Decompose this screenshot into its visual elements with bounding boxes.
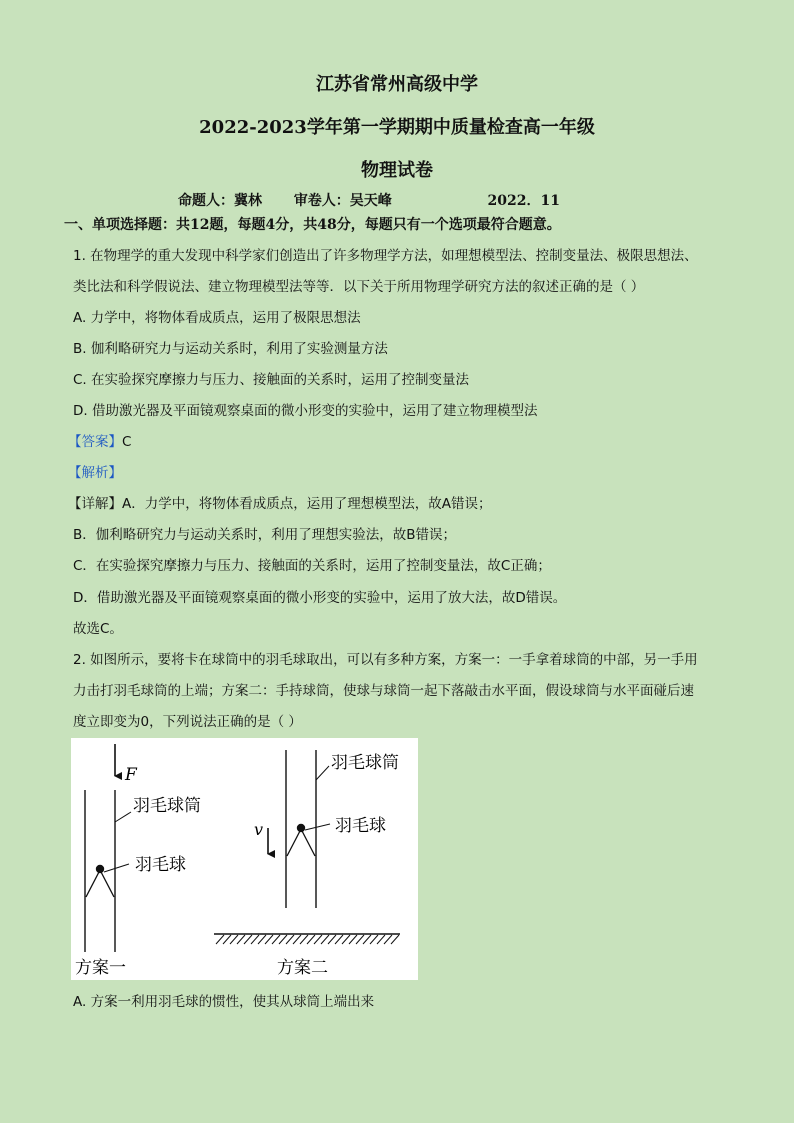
analysis-label: 【解析】 — [68, 465, 122, 481]
ground-hatching — [216, 935, 399, 944]
q1-detail-b: B．伽利略研究力与运动关系时，利用了理想实验法，故B错误； — [73, 527, 457, 543]
q1-answer — [68, 430, 131, 450]
q1-stem-line2: 类比法和科学假说法、建立物理模型法等等．以下关于所用物理学研究方法的叙述正确的是（ ） — [73, 279, 645, 295]
q1-option-d: D. 借助激光器及平面镜观察桌面的微小形变的实验中，运用了建立物理模型法 — [73, 403, 538, 419]
velocity-label: v — [254, 820, 264, 839]
tube1-label: 羽毛球筒 — [133, 796, 201, 816]
subject-title: 物理试卷 — [361, 160, 433, 181]
caption-2: 方案二 — [277, 958, 328, 978]
tube2-label: 羽毛球筒 — [331, 753, 399, 773]
section-heading: 一、单项选择题：共12题，每题4分，共48分，每题只有一个选项最符合题意。 — [64, 217, 561, 233]
q1-option-c: C. 在实验探究摩擦力与压力、接触面的关系时，运用了控制变量法 — [73, 372, 470, 388]
q2-figure — [71, 738, 418, 980]
q1-detail-c: C．在实验探究摩擦力与压力、接触面的关系时，运用了控制变量法，故C正确； — [73, 558, 551, 574]
q1-detail-d: D．借助激光器及平面镜观察桌面的微小形变的实验中，运用了放大法，故D错误。 — [73, 590, 567, 606]
detail-a-text: A．力学中，将物体看成质点，运用了理想模型法，故A错误； — [122, 496, 492, 512]
shuttlecock2-ball — [297, 824, 305, 832]
proposer: 命题人：冀林 — [178, 193, 262, 209]
answer-label: 【答案】 — [68, 434, 122, 450]
q2-option-a: A. 方案一利用羽毛球的惯性，使其从球筒上端出来 — [73, 994, 375, 1010]
shuttlecock1-ball — [96, 865, 104, 873]
shuttlecock2-skirt — [287, 829, 315, 856]
ball2-label: 羽毛球 — [335, 816, 386, 836]
tube1-leader — [115, 812, 131, 822]
detail-label: 【详解】 — [68, 496, 122, 512]
q2-stem-line2: 力击打羽毛球筒的上端；方案二：手持球筒，使球与球筒一起下落敲击水平面，假设球筒与水平面碰后速 — [73, 683, 694, 699]
force-label: F — [125, 765, 137, 785]
exam-title: 2022-2023学年第一学期期中质量检查高一年级 — [199, 117, 595, 138]
q1-detail-a — [68, 492, 491, 512]
q2-stem-line3: 度立即变为0，下列说法正确的是（ ） — [73, 714, 302, 730]
q2-stem-line1: 2. 如图所示，要将卡在球筒中的羽毛球取出，可以有多种方案，方案一：一手拿着球筒的中部，另一手用 — [73, 652, 698, 668]
q1-option-a: A. 力学中，将物体看成质点，运用了极限思想法 — [73, 310, 361, 326]
answer-value: C — [122, 434, 132, 450]
q2-figure-svg — [71, 738, 418, 980]
ball1-leader — [104, 864, 129, 872]
shuttlecock1-skirt — [86, 870, 114, 897]
exam-date: 2022．11 — [487, 193, 560, 209]
caption-1: 方案一 — [75, 958, 126, 978]
ball2-leader — [305, 824, 330, 830]
q1-stem-line1: 1. 在物理学的重大发现中科学家们创造出了许多物理学方法，如理想模型法、控制变量法、极限思想法、 — [73, 248, 698, 264]
authors-line — [178, 190, 560, 210]
q1-option-b: B. 伽利略研究力与运动关系时，利用了实验测量方法 — [73, 341, 388, 357]
tube2-leader — [316, 766, 329, 780]
ball1-label: 羽毛球 — [135, 855, 186, 875]
school-title: 江苏省常州高级中学 — [316, 74, 478, 95]
reviewer: 审卷人：吴天峰 — [293, 193, 392, 209]
q1-conclusion: 故选C。 — [73, 621, 123, 637]
